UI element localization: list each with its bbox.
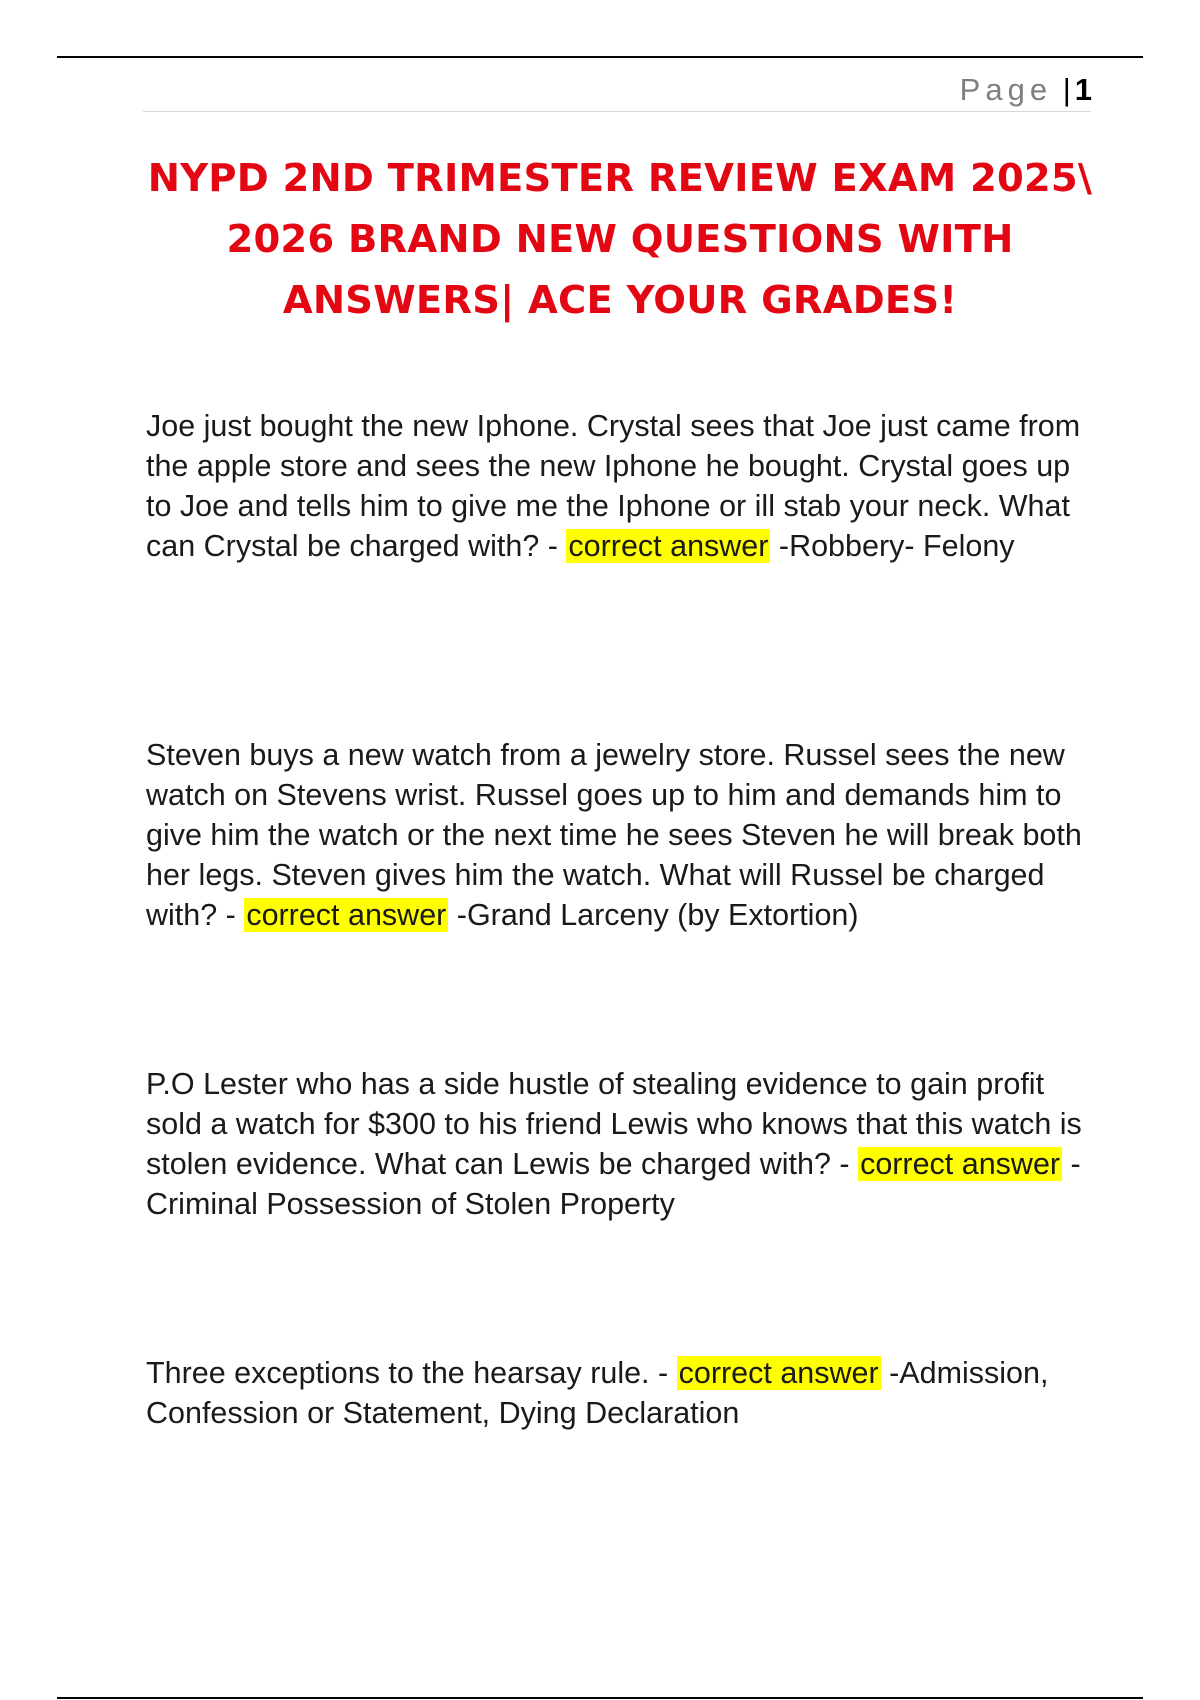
question-text: Three exceptions to the hearsay rule. - [146,1356,677,1390]
question-text: Steven buys a new watch from a jewelry store. Russel sees the new watch on Stevens wrist. Russel goes up to him and demands him to give him the watch or the next time he sees Steven he will break both her legs. Steven gives him the watch. What will Russel be charged with? - [146,738,1082,932]
qa-item [146,406,1096,566]
question-text: P.O Lester who has a side hustle of stealing evidence to gain profit sold a watch for $300 to his friend Lewis who knows that this watch is stolen evidence. What can Lewis be charged with? - [146,1067,1082,1181]
page-number-header [960,70,1092,110]
page-number: 1 [1074,72,1092,107]
top-rule [57,56,1143,58]
answer-text: -Admission, Confession or Statement, Dying Declaration [146,1356,1049,1430]
bottom-rule [57,1697,1143,1699]
header-divider [143,111,1091,112]
answer-label-highlight: correct answer [678,1356,879,1390]
document-title: NYPD 2ND TRIMESTER REVIEW EXAM 2025\ 2026 BRAND NEW QUESTIONS WITH ANSWERS| ACE YOUR GRADES! [147,156,1093,323]
answer-text: -Grand Larceny (by Extortion) [448,898,859,932]
answer-label-highlight: correct answer [568,529,769,563]
page-separator: | [1062,72,1071,107]
qa-item [146,1353,1096,1433]
answer-label-highlight: correct answer [860,1147,1061,1181]
page-label: Page [959,72,1053,107]
question-text: Joe just bought the new Iphone. Crystal sees that Joe just came from the apple store and sees the new Iphone he bought. Crystal goes up to Joe and tells him to give me the Iphone or ill stab your neck. What can Crystal be charged with? - [146,409,1081,563]
answer-label-highlight: correct answer [246,898,447,932]
answer-text: -Robbery- Felony [770,529,1015,563]
qa-item [146,735,1096,935]
answer-text: -Criminal Possession of Stolen Property [146,1147,1081,1221]
qa-item [146,1064,1096,1224]
